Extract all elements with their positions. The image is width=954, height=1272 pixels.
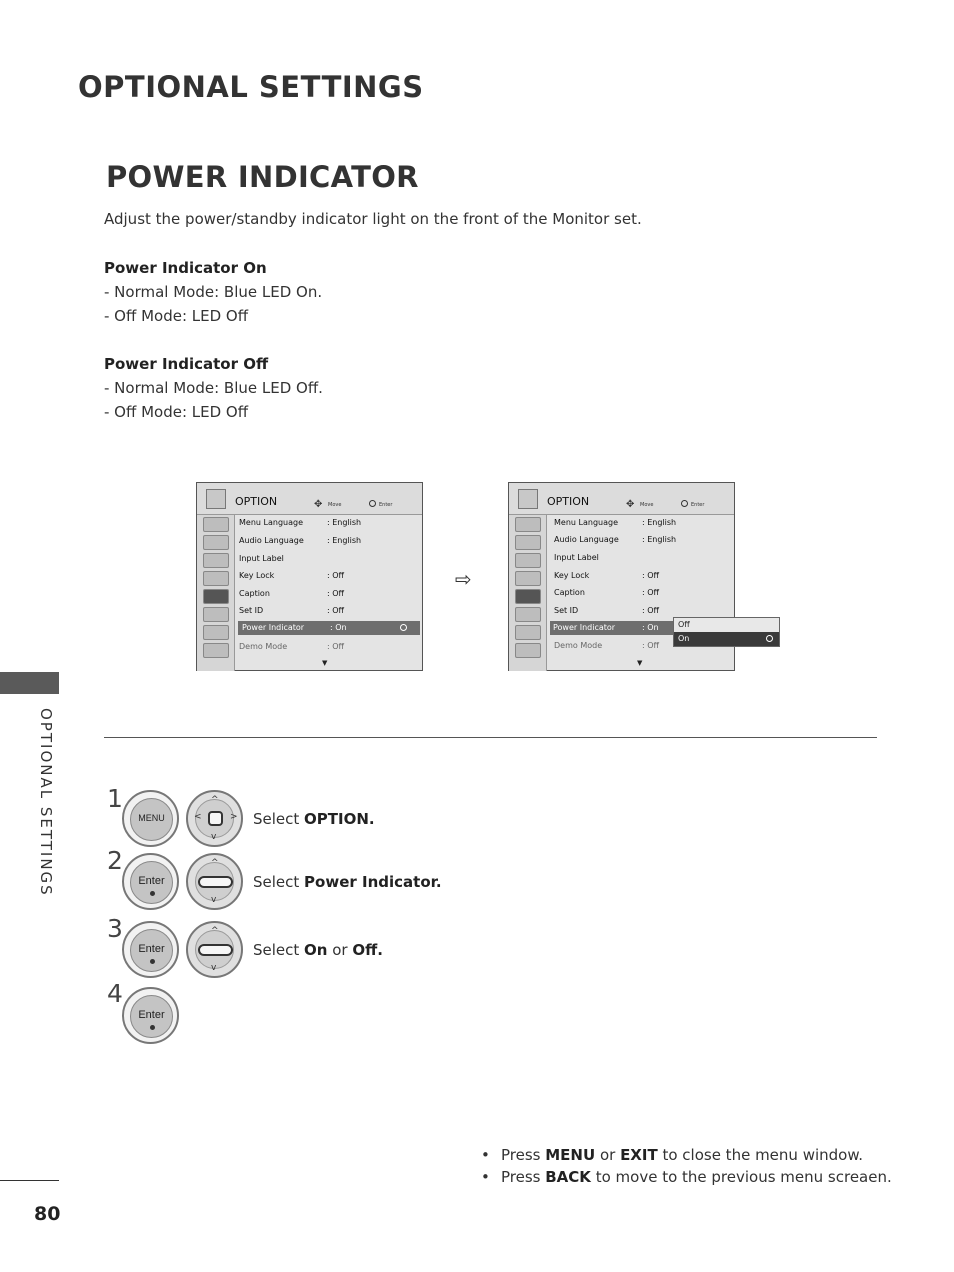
osd-item-label: Menu Language xyxy=(554,518,618,527)
osd-item-label: Audio Language xyxy=(554,535,619,544)
osd-item-menu-language[interactable] xyxy=(238,516,420,530)
osd-item-menu-language[interactable] xyxy=(550,516,732,530)
note-key: MENU xyxy=(545,1146,596,1164)
option-category-icon xyxy=(203,589,229,604)
osd-item-caption[interactable] xyxy=(238,587,420,601)
enter-button[interactable] xyxy=(122,987,179,1044)
enter-button-label: Enter xyxy=(138,875,165,887)
osd-move-label: Move xyxy=(328,502,342,508)
osd-item-value: : Off xyxy=(327,571,345,580)
dropdown-option-on[interactable] xyxy=(674,632,779,646)
option-category-icon xyxy=(515,589,541,604)
step-text-bold: OPTION. xyxy=(304,810,375,828)
osd-item-set-id[interactable] xyxy=(238,604,420,618)
osd-item-label: Set ID xyxy=(239,606,264,615)
navigation-pad[interactable] xyxy=(186,790,243,847)
osd-item-label: Power Indicator xyxy=(553,623,616,632)
osd-item-label: Caption xyxy=(239,589,270,598)
osd-item-audio-language[interactable] xyxy=(238,534,420,548)
osd-item-demo-mode[interactable] xyxy=(238,640,420,654)
osd-item-value: : On xyxy=(642,623,659,632)
menu-button[interactable] xyxy=(122,790,179,847)
intro-text: Adjust the power/standby indicator light on the front of the Monitor set. xyxy=(104,210,642,228)
lock-icon xyxy=(515,607,541,622)
step-3-text xyxy=(253,941,383,959)
dropdown-option-off[interactable] xyxy=(674,618,779,632)
chevron-up-icon: ^ xyxy=(211,926,219,936)
input-icon xyxy=(515,625,541,640)
enter-button[interactable] xyxy=(122,921,179,978)
scroll-down-icon[interactable]: ▼ xyxy=(322,659,328,667)
note-text: Press xyxy=(501,1168,546,1186)
osd-item-label: Input Label xyxy=(554,553,599,562)
input-icon xyxy=(203,625,229,640)
move-icon: ✥ xyxy=(314,499,323,510)
osd-enter-label: Enter xyxy=(379,502,393,508)
picture-icon xyxy=(203,517,229,532)
option-heading: Power Indicator Off xyxy=(104,355,269,373)
note-item xyxy=(481,1144,892,1166)
osd-item-label: Key Lock xyxy=(554,571,590,580)
step-text-bold: Off. xyxy=(352,941,383,959)
step-number: 3 xyxy=(107,914,123,943)
osd-category-icons xyxy=(509,515,547,671)
osd-header xyxy=(197,483,422,515)
page-number: 80 xyxy=(34,1203,61,1225)
up-down-pad[interactable] xyxy=(186,921,243,978)
menu-button-label: MENU xyxy=(138,813,165,823)
enter-button-face xyxy=(130,861,173,904)
osd-item-value: : English xyxy=(642,535,677,544)
audio-icon xyxy=(203,553,229,568)
osd-item-label: Demo Mode xyxy=(239,642,288,651)
sidebar-tab xyxy=(0,672,59,694)
osd-title: OPTION xyxy=(235,495,278,508)
osd-item-value: : Off xyxy=(327,589,345,598)
usb-icon xyxy=(515,643,541,658)
section-title: POWER INDICATOR xyxy=(106,160,419,194)
osd-item-key-lock[interactable] xyxy=(550,569,732,583)
enter-icon xyxy=(766,635,773,642)
osd-item-value: : English xyxy=(327,536,362,545)
chevron-up-icon: ^ xyxy=(211,795,219,805)
enter-button-label: Enter xyxy=(138,943,165,955)
sidebar-label: OPTIONAL SETTINGS xyxy=(37,708,55,897)
next-step-arrow-icon: ⇨ xyxy=(455,567,472,591)
step-number: 4 xyxy=(107,979,123,1008)
chevron-down-icon: v xyxy=(211,963,217,973)
note-key: EXIT xyxy=(620,1146,658,1164)
osd-item-value: : Off xyxy=(642,571,660,580)
power-indicator-dropdown xyxy=(673,617,780,647)
osd-item-label: Menu Language xyxy=(239,518,303,527)
osd-enter-label: Enter xyxy=(691,502,705,508)
enter-button-face xyxy=(130,929,173,972)
enter-dot-icon xyxy=(150,1025,155,1030)
osd-item-label: Key Lock xyxy=(239,571,275,580)
option-line: - Normal Mode: Blue LED Off. xyxy=(104,379,323,397)
osd-header xyxy=(509,483,734,515)
osd-item-label: Audio Language xyxy=(239,536,304,545)
osd-item-value: : Off xyxy=(642,606,660,615)
scroll-down-icon[interactable]: ▼ xyxy=(637,659,643,667)
screen-icon xyxy=(515,535,541,550)
option-icon xyxy=(206,489,226,509)
osd-item-audio-language[interactable] xyxy=(550,533,732,547)
chevron-right-icon: > xyxy=(230,812,238,822)
ok-button-icon xyxy=(208,811,223,826)
osd-menu-screen-1 xyxy=(196,482,423,671)
step-text-bold: On xyxy=(304,941,328,959)
screen-icon xyxy=(203,535,229,550)
osd-title: OPTION xyxy=(547,495,590,508)
option-line: - Off Mode: LED Off xyxy=(104,307,249,325)
page-number-rule xyxy=(0,1180,59,1181)
enter-button[interactable] xyxy=(122,853,179,910)
step-text-plain: Select xyxy=(253,941,305,959)
enter-icon xyxy=(369,500,376,507)
osd-item-input-label[interactable] xyxy=(550,551,732,565)
time-icon xyxy=(203,571,229,586)
page-header: OPTIONAL SETTINGS xyxy=(78,70,424,104)
option-icon xyxy=(518,489,538,509)
osd-item-input-label[interactable] xyxy=(238,552,420,566)
enter-icon xyxy=(681,500,688,507)
osd-item-power-indicator[interactable] xyxy=(550,621,675,635)
osd-item-value: : On xyxy=(330,623,347,632)
picture-icon xyxy=(515,517,541,532)
step-number: 2 xyxy=(107,846,123,875)
option-off-block xyxy=(104,352,323,424)
osd-item-label: Caption xyxy=(554,588,585,597)
enter-dot-icon xyxy=(150,959,155,964)
up-down-bar-icon xyxy=(198,944,233,956)
usb-icon xyxy=(203,643,229,658)
step-text-plain: Select xyxy=(253,873,305,891)
note-text: Press xyxy=(501,1146,546,1164)
osd-item-label: Set ID xyxy=(554,606,579,615)
option-on-block xyxy=(104,256,322,328)
osd-item-label: Demo Mode xyxy=(554,641,603,650)
time-icon xyxy=(515,571,541,586)
osd-item-power-indicator[interactable] xyxy=(238,621,420,635)
note-text: or xyxy=(595,1146,621,1164)
enter-button-face xyxy=(130,995,173,1038)
osd-category-icons xyxy=(197,515,235,671)
up-down-pad[interactable] xyxy=(186,853,243,910)
menu-button-face xyxy=(130,798,173,841)
dropdown-option-label: Off xyxy=(678,620,690,629)
move-icon: ✥ xyxy=(626,499,635,510)
chevron-up-icon: ^ xyxy=(211,858,219,868)
osd-item-key-lock[interactable] xyxy=(238,569,420,583)
enter-button-label: Enter xyxy=(138,1009,165,1021)
osd-item-value: : English xyxy=(327,518,362,527)
chevron-down-icon: v xyxy=(211,832,217,842)
step-number: 1 xyxy=(107,784,123,813)
chevron-left-icon: < xyxy=(194,812,202,822)
up-down-bar-icon xyxy=(198,876,233,888)
osd-item-value: : English xyxy=(642,518,677,527)
osd-item-value: : Off xyxy=(642,641,660,650)
note-item xyxy=(481,1166,892,1188)
osd-item-label: Input Label xyxy=(239,554,284,563)
note-text: to move to the previous menu screaen. xyxy=(590,1168,892,1186)
option-line: - Off Mode: LED Off xyxy=(104,403,249,421)
step-1-text xyxy=(253,810,375,828)
step-text-plain: or xyxy=(327,941,353,959)
step-text-bold: Power Indicator. xyxy=(304,873,442,891)
dropdown-option-label: On xyxy=(678,634,690,643)
note-key: BACK xyxy=(545,1168,591,1186)
audio-icon xyxy=(515,553,541,568)
step-2-text xyxy=(253,873,442,891)
option-heading: Power Indicator On xyxy=(104,259,267,277)
osd-item-caption[interactable] xyxy=(550,586,732,600)
osd-item-value: : Off xyxy=(327,606,345,615)
osd-move-label: Move xyxy=(640,502,654,508)
option-line: - Normal Mode: Blue LED On. xyxy=(104,283,323,301)
chevron-down-icon: v xyxy=(211,895,217,905)
enter-icon xyxy=(400,624,407,631)
notes-list xyxy=(481,1144,892,1188)
osd-item-value: : Off xyxy=(642,588,660,597)
step-text-plain: Select xyxy=(253,810,305,828)
osd-item-value: : Off xyxy=(327,642,345,651)
osd-item-label: Power Indicator xyxy=(242,623,305,632)
enter-dot-icon xyxy=(150,891,155,896)
note-text: to close the menu window. xyxy=(657,1146,863,1164)
lock-icon xyxy=(203,607,229,622)
osd-item-set-id[interactable] xyxy=(550,604,732,618)
section-divider xyxy=(104,737,877,738)
